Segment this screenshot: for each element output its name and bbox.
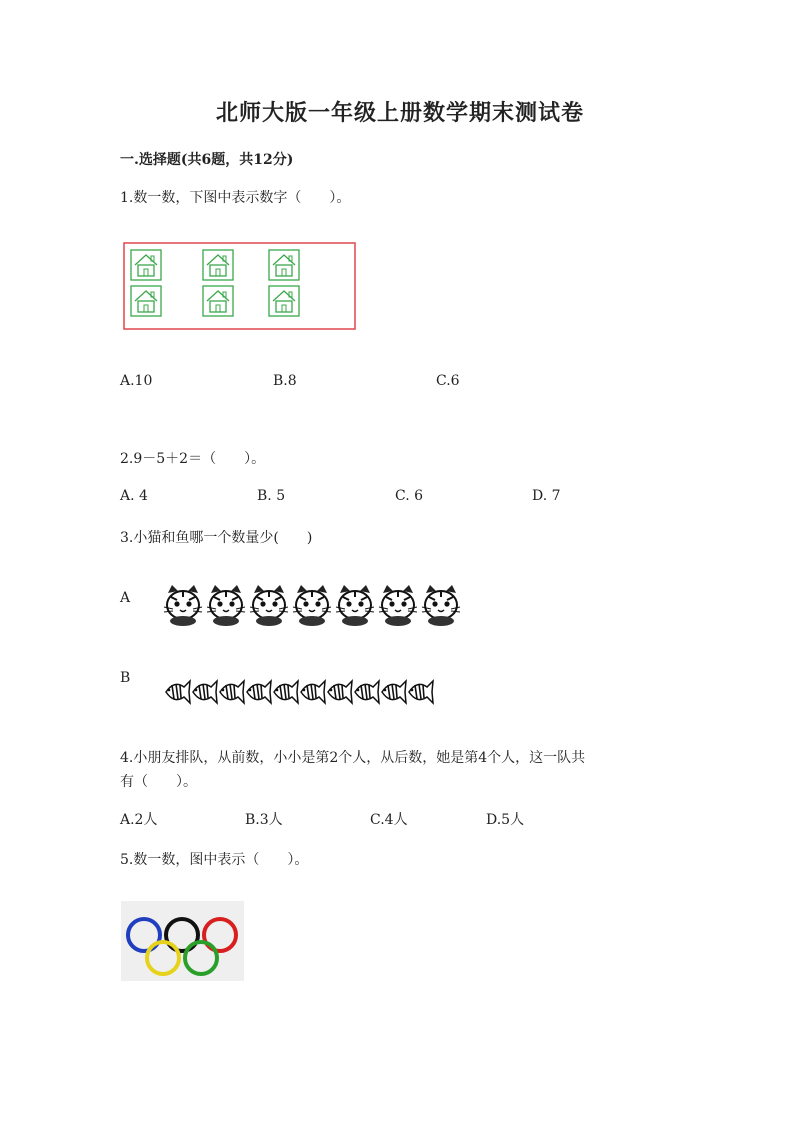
q2-option-d[interactable]: D. 7	[532, 488, 561, 504]
house-icon	[203, 250, 233, 280]
fish-icon	[274, 681, 298, 703]
house-icon	[203, 286, 233, 316]
cat-icon	[336, 585, 374, 626]
fish-icon	[166, 681, 190, 703]
house-icon	[131, 286, 161, 316]
cat-icon	[207, 585, 245, 626]
question-4-line-1: 4.小朋友排队，从前数，小小是第2个人，从后数，她是第4个人，这一队共	[120, 750, 586, 766]
cat-row	[162, 583, 468, 627]
q2-option-b[interactable]: B. 5	[257, 488, 286, 504]
q1-option-a[interactable]: A.10	[120, 373, 153, 389]
q2-option-c[interactable]: C. 6	[395, 488, 424, 504]
q4-option-b[interactable]: B.3人	[245, 812, 283, 828]
q1-option-c[interactable]: C.6	[436, 373, 460, 389]
cat-icon	[164, 585, 202, 626]
question-4-line-2: 有（ ）。	[120, 774, 197, 790]
fish-icon	[247, 681, 271, 703]
fish-icon	[301, 681, 325, 703]
cat-icon	[422, 585, 460, 626]
fish-row	[164, 677, 442, 707]
cat-icon	[379, 585, 417, 626]
q1-option-b[interactable]: B.8	[273, 373, 297, 389]
cat-icon	[293, 585, 331, 626]
q4-option-a[interactable]: A.2人	[120, 812, 158, 828]
house-figure	[123, 242, 356, 330]
q4-option-d[interactable]: D.5人	[486, 812, 525, 828]
fish-icon	[355, 681, 379, 703]
section-heading: 一.选择题(共6题，共12分)	[120, 152, 294, 168]
row-a-label: A	[120, 590, 131, 606]
q2-option-a[interactable]: A. 4	[120, 488, 148, 504]
house-icon	[269, 286, 299, 316]
cat-icon	[250, 585, 288, 626]
page-title: 北师大版一年级上册数学期末测试卷	[215, 100, 584, 126]
fish-icon	[328, 681, 352, 703]
house-icon	[269, 250, 299, 280]
olympic-rings-figure	[121, 901, 244, 981]
fish-icon	[193, 681, 217, 703]
q4-option-c[interactable]: C.4人	[370, 812, 408, 828]
fish-icon	[220, 681, 244, 703]
house-icon	[131, 250, 161, 280]
fish-icon	[409, 681, 433, 703]
question-5-text: 5.数一数，图中表示（ ）。	[120, 852, 309, 868]
rings-background	[121, 901, 244, 981]
fish-icon	[382, 681, 406, 703]
question-3-text: 3.小猫和鱼哪一个数量少( )	[120, 530, 313, 546]
question-2-text: 2.9－5＋2＝（ ）。	[120, 451, 266, 467]
question-4-text	[120, 746, 680, 794]
row-b-label: B	[120, 670, 131, 686]
question-1-text: 1.数一数，下图中表示数字（ ）。	[120, 190, 351, 206]
